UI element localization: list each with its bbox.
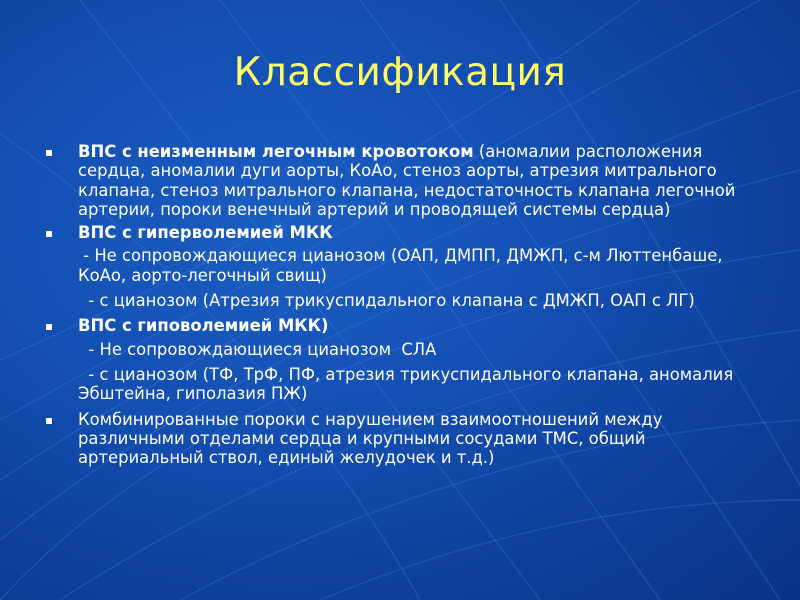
bullet-icon bbox=[46, 418, 52, 424]
list-item-heading: ВПС с гиперволемией МКК bbox=[78, 223, 333, 243]
list-item bbox=[46, 142, 766, 219]
bullet-icon bbox=[46, 324, 52, 330]
list-item-heading: ВПС с гиповолемией МКК) bbox=[78, 316, 329, 336]
list-item bbox=[46, 410, 766, 468]
sub-item bbox=[46, 340, 766, 359]
slide-title: Классификация bbox=[233, 50, 567, 95]
bullet-icon bbox=[46, 150, 52, 156]
list-item-text: (аномалии расположения сердца, аномалии дуги аорты, КоАо, стеноз аорты, атрезия митрального клапана, стеноз митрального клапана, недостаточность клапана легочной артерии, пороки венечный артерий и проводящей системы сердца) bbox=[78, 142, 736, 219]
slide-content bbox=[46, 142, 766, 471]
sub-item bbox=[46, 246, 766, 285]
sub-item-text: - Не сопровождающиеся цианозом СЛА bbox=[78, 339, 437, 359]
list-item bbox=[46, 223, 766, 242]
list-item-text: Комбинированные пороки с нарушением взаимоотношений между различными отделами сердца и крупными сосудами ТМС, общий артериальный ствол, единый желудочек и т.д.) bbox=[78, 409, 663, 468]
list-item bbox=[46, 316, 766, 335]
sub-item-text: - Не сопровождающиеся цианозом (ОАП, ДМПП, ДМЖП, с-м Люттенбаше, КоАо, аорто-легочный свищ) bbox=[78, 246, 728, 285]
sub-item bbox=[46, 291, 766, 310]
sub-item-text: - с цианозом (Атрезия трикуспидального клапана с ДМЖП, ОАП с ЛГ) bbox=[78, 291, 695, 311]
sub-item-text: - с цианозом (ТФ, ТрФ, ПФ, атрезия трикуспидального клапана, аномалия Эбштейна, гиполазия ПЖ) bbox=[78, 364, 739, 404]
bullet-icon bbox=[46, 231, 52, 237]
sub-item bbox=[46, 365, 766, 404]
list-item-heading: ВПС с неизменным легочным кровотоком bbox=[78, 142, 474, 161]
